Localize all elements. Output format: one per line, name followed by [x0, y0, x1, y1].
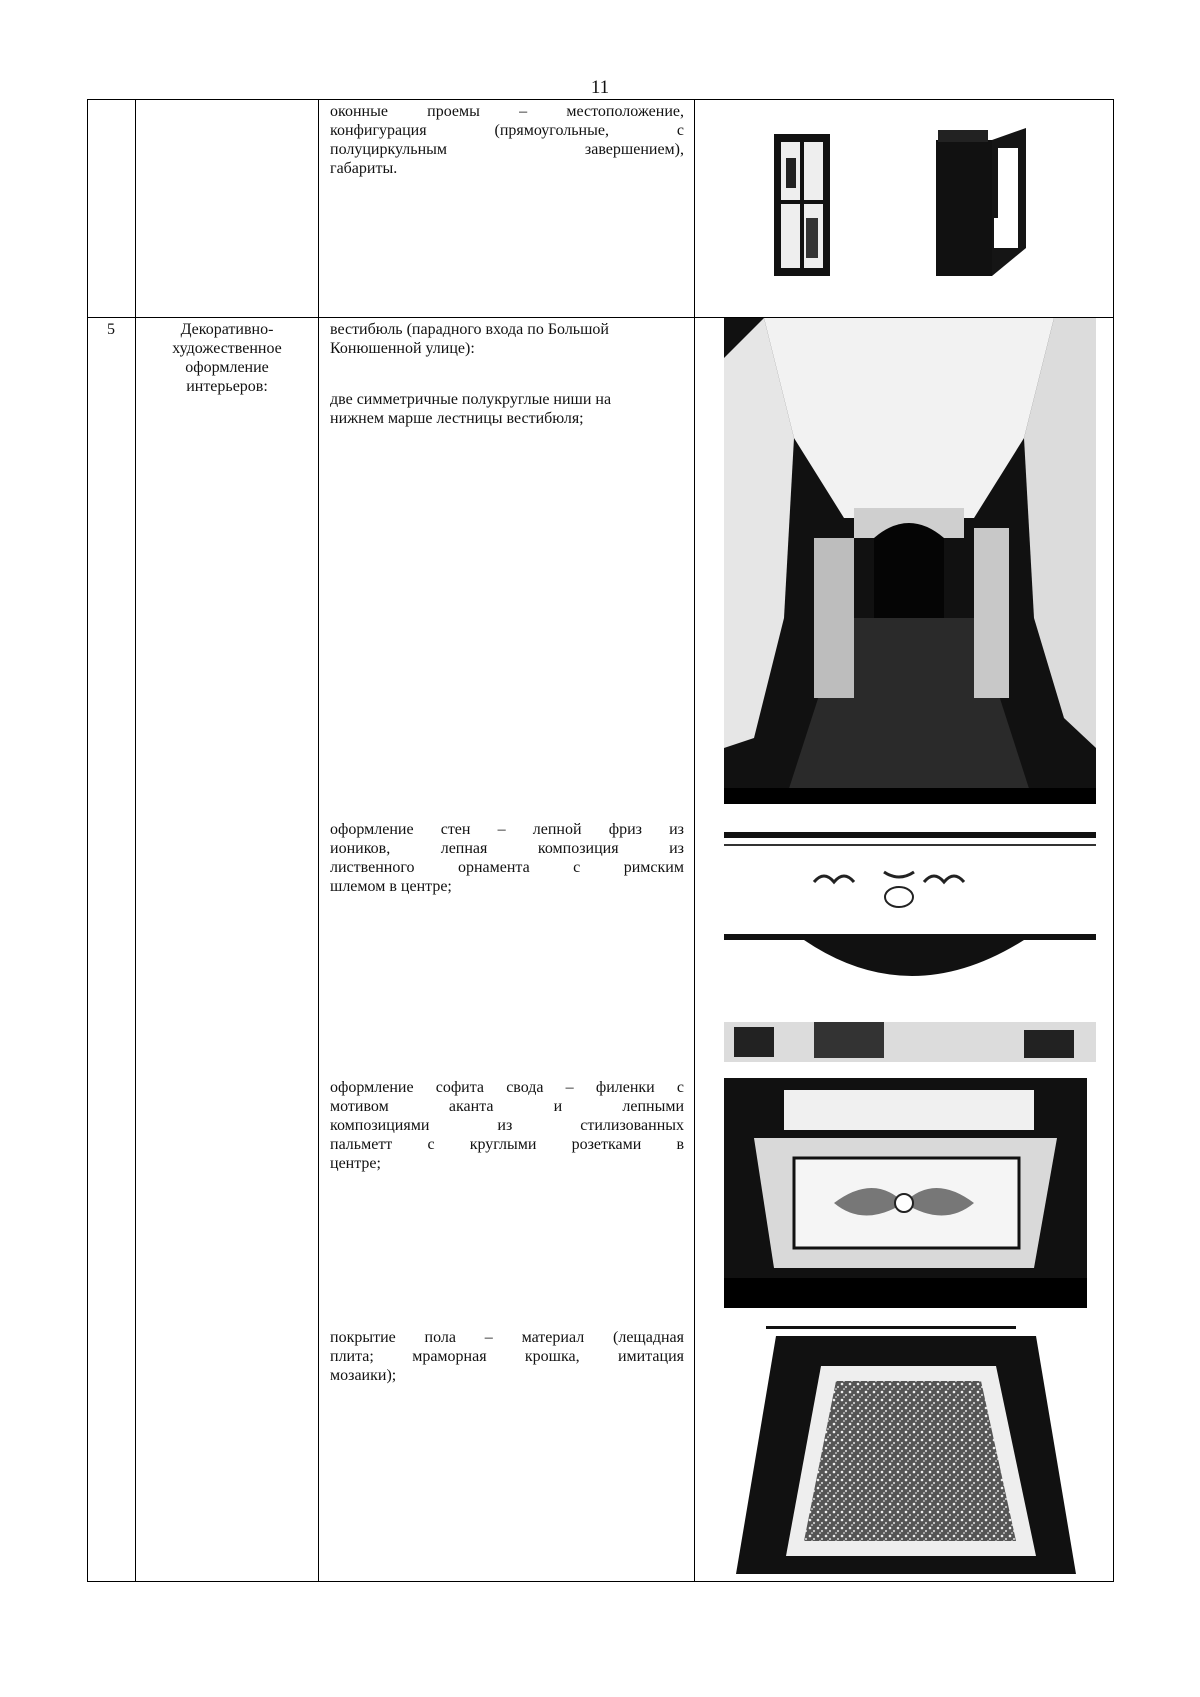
text-line: нижнем марше лестницы вестибюля; — [330, 410, 584, 427]
table-bottom-border — [87, 1581, 1114, 1582]
wall-frieze-photo — [724, 822, 1096, 1062]
text-line: полуциркульным завершением), — [330, 141, 684, 158]
text-line: плита; мраморная крошка, имитация — [330, 1348, 684, 1365]
page-number: 11 — [590, 77, 610, 98]
text-line: две симметричные полукруглые ниши на — [330, 391, 612, 408]
text-line: центре; — [330, 1155, 381, 1172]
feature-description — [330, 1328, 684, 1385]
text-line: иоников, лепная композиция из — [330, 840, 684, 857]
column-divider — [318, 99, 319, 1582]
text-line: покрытие пола – материал (лещадная — [330, 1329, 684, 1346]
feature-description — [330, 102, 684, 178]
table-top-border — [87, 99, 1114, 100]
text-line: Декоративно- — [180, 321, 274, 338]
text-line: интерьеров: — [186, 378, 268, 395]
feature-description — [330, 390, 684, 428]
text-line: художественное — [172, 340, 282, 357]
floor-covering-photo — [736, 1326, 1082, 1574]
row-number: 5 — [107, 321, 115, 338]
column-divider — [694, 99, 695, 1582]
text-line: пальметт с круглыми розетками в — [330, 1136, 684, 1153]
vault-soffit-photo — [724, 1078, 1087, 1308]
feature-description — [330, 320, 684, 358]
window-openings-photo — [726, 128, 1056, 280]
text-line: вестибюль (парадного входа по Большой — [330, 321, 609, 338]
text-line: композициями из стилизованных — [330, 1117, 684, 1134]
table-right-border — [1113, 99, 1114, 1582]
text-line: оформление — [185, 359, 269, 376]
feature-category — [136, 320, 318, 396]
text-line: габариты. — [330, 160, 398, 177]
text-line: шлемом в центре; — [330, 878, 452, 895]
text-line: оформление софита свода – филенки с — [330, 1079, 684, 1096]
text-line: оформление стен – лепной фриз из — [330, 821, 684, 838]
text-line: мозаики); — [330, 1367, 397, 1384]
feature-description — [330, 820, 684, 896]
vestibule-staircase-photo — [724, 318, 1096, 804]
feature-description — [330, 1078, 684, 1173]
text-line: оконные проемы – местоположение, — [330, 103, 684, 120]
text-line: мотивом аканта и лепными — [330, 1098, 684, 1115]
text-line: Конюшенной улице): — [330, 340, 475, 357]
text-line: конфигурация (прямоугольные, с — [330, 122, 684, 139]
text-line: лиственного орнамента с римским — [330, 859, 684, 876]
